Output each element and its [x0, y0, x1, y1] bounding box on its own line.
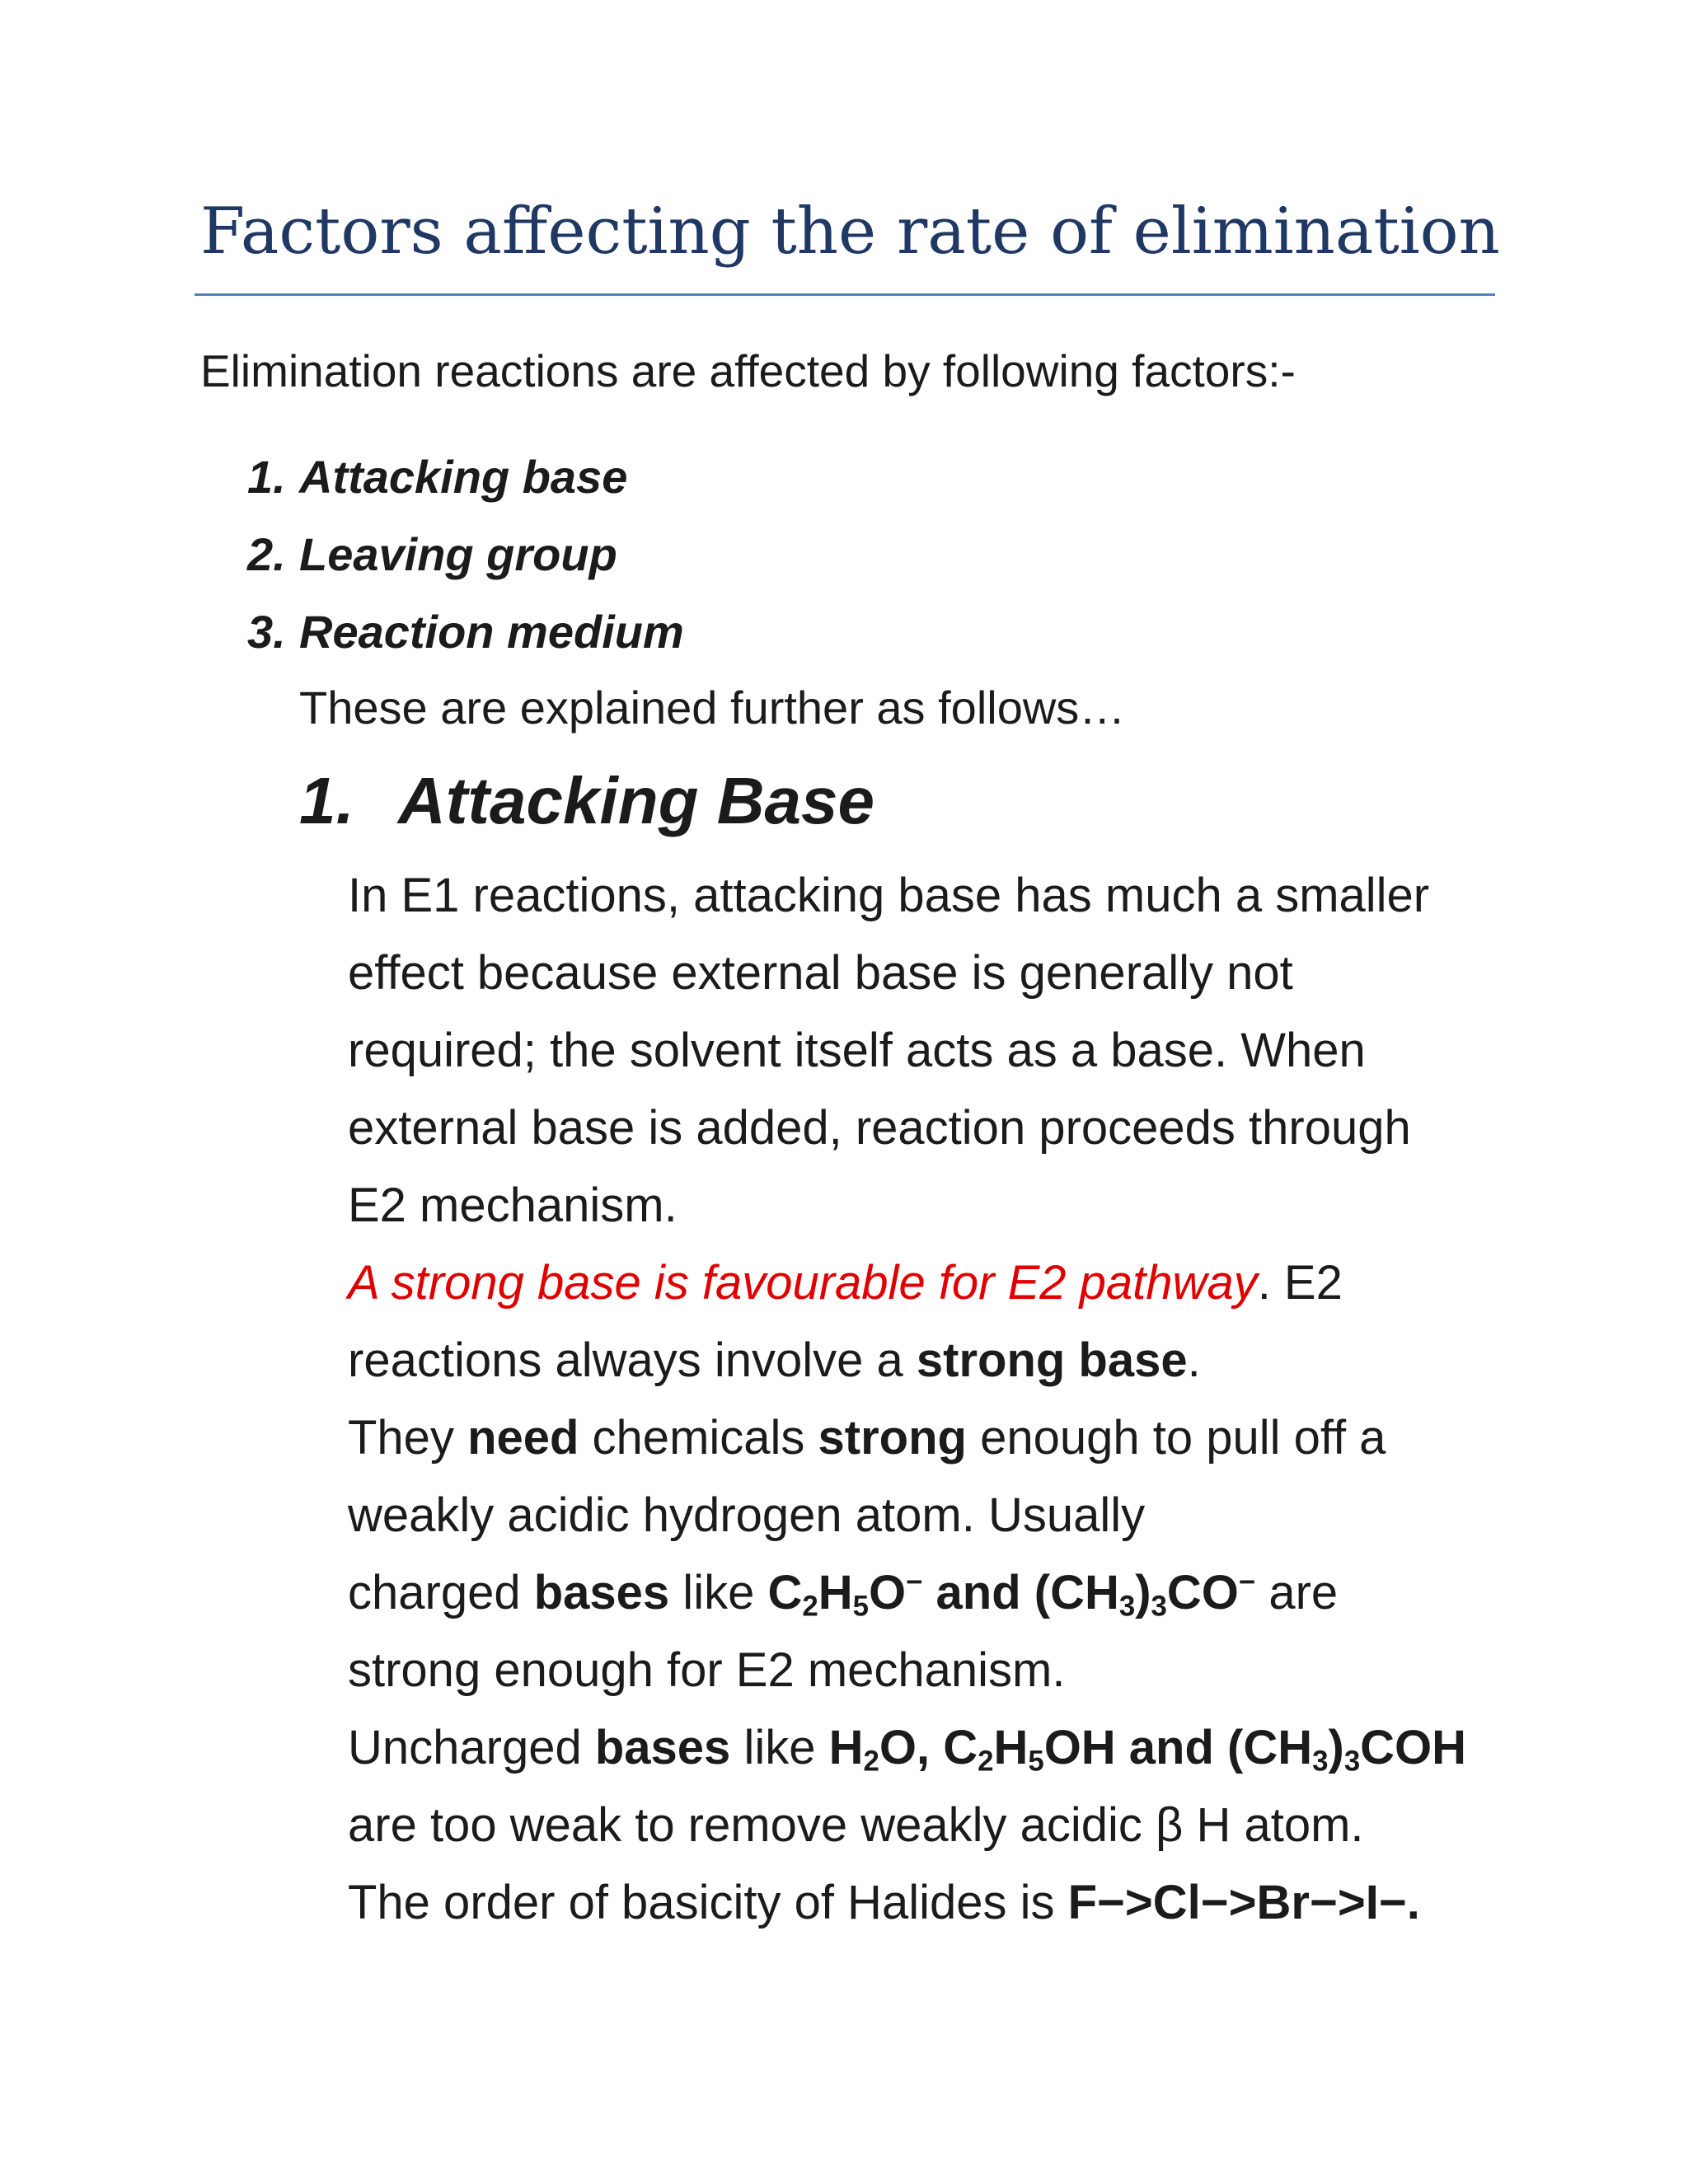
title-underline [195, 293, 1495, 296]
text-run: Uncharged [348, 1721, 595, 1774]
factor-number: 2. [247, 528, 286, 580]
bold-term: bases [594, 1721, 731, 1774]
body-line [348, 1709, 1502, 1787]
body-line: external base is added, reaction proceeds through [348, 1101, 1411, 1155]
body-line: weakly acidic hydrogen atom. Usually [348, 1488, 1146, 1542]
body-line: strong enough for E2 mechanism. [348, 1643, 1066, 1697]
text-run: They [348, 1411, 468, 1465]
body-line: required; the solvent itself acts as a base. When [348, 1024, 1366, 1077]
section-heading [299, 763, 874, 839]
text-run: . E2 [1257, 1256, 1343, 1310]
bold-term: bases [533, 1566, 670, 1619]
body-line: E2 mechanism. [348, 1179, 678, 1232]
bold-term: need [467, 1411, 579, 1465]
body-line [348, 1244, 1502, 1322]
basicity-order: F−>Cl−>Br−>I−. [1067, 1876, 1420, 1929]
section-body [348, 857, 1502, 1942]
factor-item [247, 605, 684, 658]
formula-ethoxide: $C_2H_5O^-$ and $(CH_3)_3CO^-$ [767, 1566, 1256, 1623]
follow-text: These are explained further as follows… [299, 682, 1126, 733]
body-line [348, 1399, 1502, 1477]
bold-term: strong base [916, 1333, 1188, 1387]
intro-text: Elimination reactions are affected by following factors:- [200, 345, 1296, 396]
factor-number: 3. [247, 606, 286, 658]
formula-uncharged-bases: $H_2O$, $C_2H_5OH$ and $(CH_3)_3COH$ [828, 1721, 1467, 1778]
body-line [348, 1554, 1502, 1632]
body-line: effect because external base is generally not [348, 946, 1293, 1000]
text-run: . [1187, 1333, 1201, 1387]
text-run: are [1255, 1566, 1339, 1619]
factor-label: Attacking base [299, 451, 628, 503]
factor-label: Reaction medium [299, 606, 684, 658]
text-run: like [730, 1721, 829, 1774]
body-line [348, 1322, 1502, 1399]
text-run: reactions always involve a [348, 1333, 917, 1387]
body-line [348, 1864, 1502, 1942]
text-run: charged [348, 1566, 534, 1619]
bold-term: strong [818, 1411, 967, 1465]
page-title: Factors affecting the rate of elimination [200, 194, 1500, 269]
text-run: chemicals [579, 1411, 818, 1465]
body-line: are too weak to remove weakly acidic β H atom. [348, 1798, 1364, 1852]
text-run: enough to pull off a [966, 1411, 1386, 1465]
body-line: In E1 reactions, attacking base has much a smaller [348, 869, 1430, 922]
factor-label: Leaving group [299, 528, 617, 580]
text-run: like [669, 1566, 768, 1619]
section-number: 1. [299, 764, 354, 837]
factor-item [247, 527, 617, 581]
section-title: Attacking Base [398, 764, 874, 837]
factor-number: 1. [247, 451, 286, 503]
factor-item [247, 450, 627, 504]
highlighted-statement: A strong base is favourable for E2 pathway [348, 1256, 1258, 1310]
text-run: The order of basicity of Halides is [348, 1876, 1068, 1929]
